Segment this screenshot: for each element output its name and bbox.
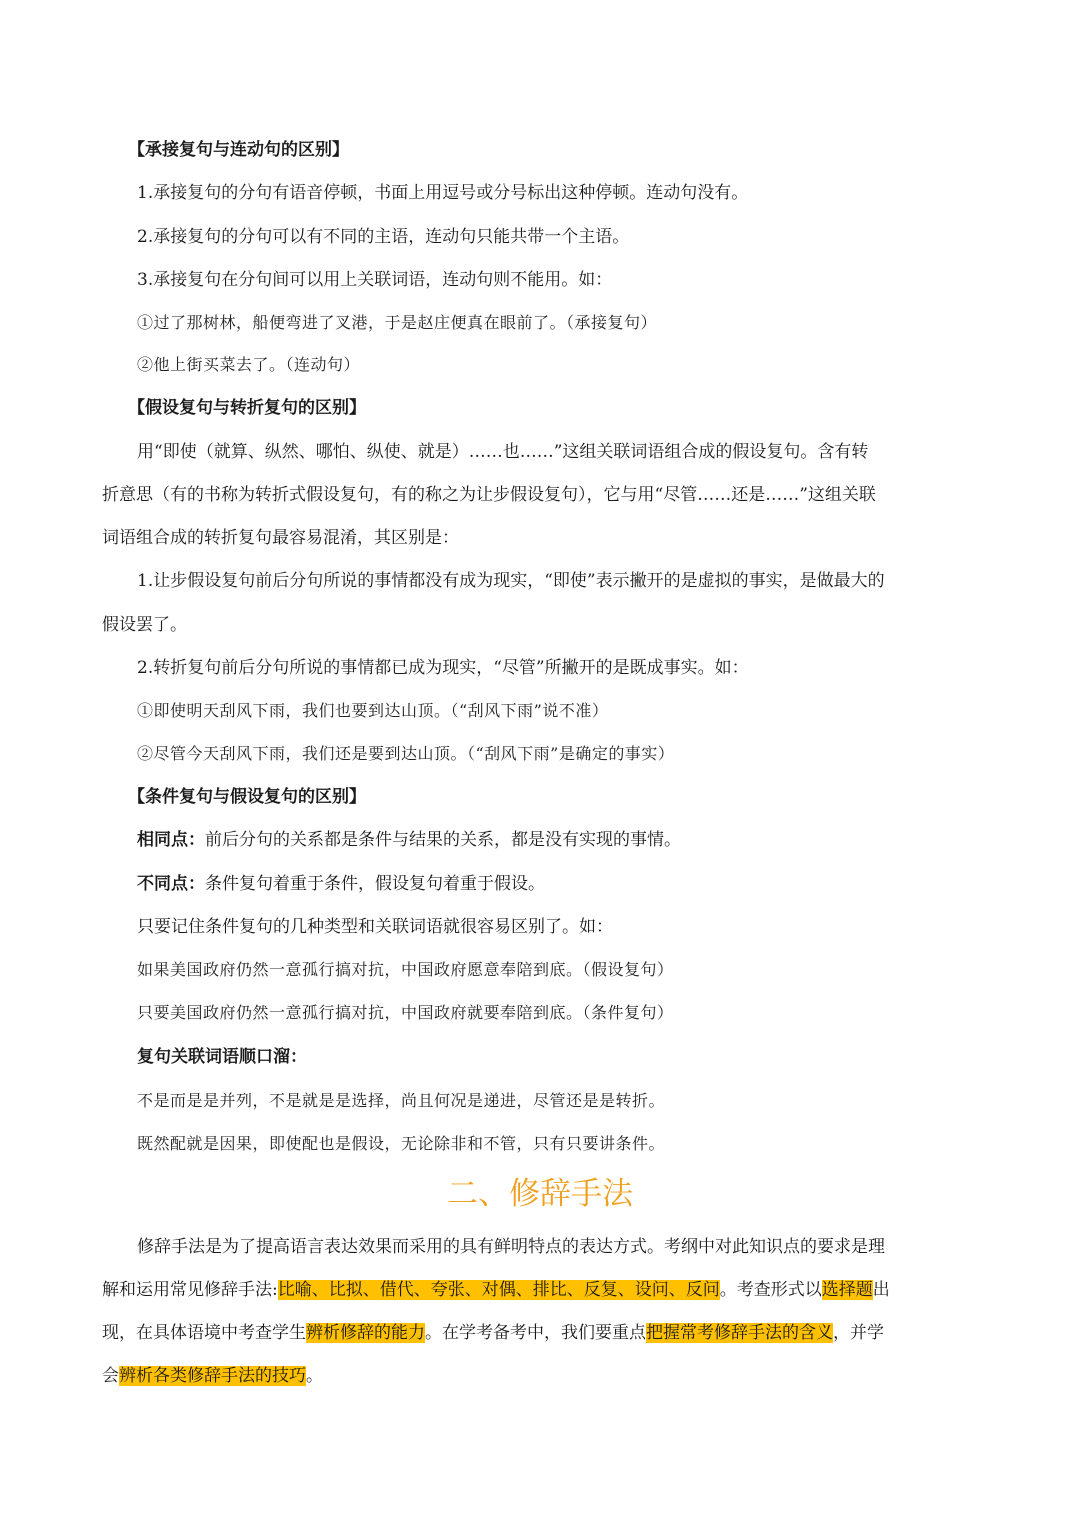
paragraph-item: 1.承接复句的分句有语音停顿，书面上用逗号或分号标出这种停顿。连动句没有。 [137,183,749,203]
example-sentence: 如果美国政府仍然一意孤行搞对抗，中国政府愿意奉陪到底。（假设复句） [137,960,674,979]
diff-point-text: 条件复句着重于条件，假设复句着重于假设。 [205,874,545,894]
highlight-analysis-techniques: 辨析各类修辞手法的技巧 [119,1366,306,1386]
mnemonic-line: 既然配就是因果，即使配也是假设，无论除非和不管，只有只要讲条件。 [137,1134,666,1153]
rhetoric-paragraph-line: 修辞手法是为了提高语言表达效果而采用的具有鲜明特点的表达方式。考纲中对此知识点的要求是理 [137,1237,885,1257]
paragraph-line: 用“即使（就算、纵然、哪怕、纵使、就是）……也……”这组关联词语组合成的假设复句。含有转 [137,442,869,462]
text-span: 出 [872,1280,890,1300]
text-span: 。考查形式以 [719,1280,822,1300]
highlight-choice-question: 选择题 [821,1280,873,1300]
example-sentence: ①即使明天刮风下雨，我们也要到达山顶。（“刮风下雨”说不准） [137,701,609,720]
example-sentence: 只要美国政府仍然一意孤行搞对抗，中国政府就要奉陪到底。（条件复句） [137,1003,674,1022]
highlight-grasp-meaning: 把握常考修辞手法的含义 [646,1323,833,1343]
paragraph-line: 词语组合成的转折复句最容易混淆，其区别是： [102,528,459,548]
example-sentence: ②他上街买菜去了。（连动句） [137,355,361,374]
same-point-text: 前后分句的关系都是条件与结果的关系，都是没有实现的事情。 [205,830,681,850]
section-heading-jiashe-zhuanzhe: 【假设复句与转折复句的区别】 [128,398,366,418]
highlight-rhetoric-list: 比喻、比拟、借代、夸张、对偶、排比、反复、设问、反问 [277,1280,720,1300]
section-heading-chengjie: 【承接复句与连动句的区别】 [128,140,349,160]
example-sentence: ①过了那树林，船便弯进了叉港，于是赵庄便真在眼前了。（承接复句） [137,313,658,332]
paragraph-item: 2.转折复句前后分句所说的事情都已成为现实，“尽管”所撇开的是既成事实。如： [137,658,749,678]
text-span: ，并学 [833,1323,884,1343]
paragraph-item: 只要记住条件复句的几种类型和关联词语就很容易区别了。如： [137,917,613,937]
section-heading-tiaojian-jiashe: 【条件复句与假设复句的区别】 [128,787,366,807]
text-span: 会 [102,1366,119,1386]
diff-point-label: 不同点： [137,874,205,894]
text-span: 。在学考备考中，我们要重点 [425,1323,646,1343]
mnemonic-line: 不是而是是并列，不是就是是选择，尚且何况是递进，尽管还是是转折。 [137,1091,666,1110]
same-point [137,828,982,852]
diff-point [137,872,982,896]
rhetoric-paragraph-line [102,1321,982,1345]
paragraph-line: 1.让步假设复句前后分句所说的事情都没有成为现实，“即使”表示撇开的是虚拟的事实，是做最大的 [137,571,885,591]
text-span: 解和运用常见修辞手法: [102,1280,278,1300]
rhetoric-paragraph-line [102,1364,982,1388]
paragraph-item: 2.承接复句的分句可以有不同的主语，连动句只能共带一个主语。 [137,227,630,247]
text-span: 。 [306,1366,323,1386]
text-span: 现，在具体语境中考查学生 [102,1323,306,1343]
mnemonic-heading: 复句关联词语顺口溜： [137,1047,307,1067]
paragraph-line: 假设罢了。 [102,615,187,635]
section-title-rhetoric: 二、修辞手法 [447,1176,633,1212]
paragraph-item: 3.承接复句在分句间可以用上关联词语，连动句则不能用。如： [137,270,613,290]
example-sentence: ②尽管今天刮风下雨，我们还是要到达山顶。（“刮风下雨”是确定的事实） [137,744,675,763]
highlight-analysis-ability: 辨析修辞的能力 [306,1323,425,1343]
paragraph-line: 折意思（有的书称为转折式假设复句，有的称之为让步假设复句），它与用“尽管……还是……”这组关联 [102,485,876,505]
rhetoric-paragraph-line [102,1278,982,1302]
same-point-label: 相同点： [137,830,205,850]
